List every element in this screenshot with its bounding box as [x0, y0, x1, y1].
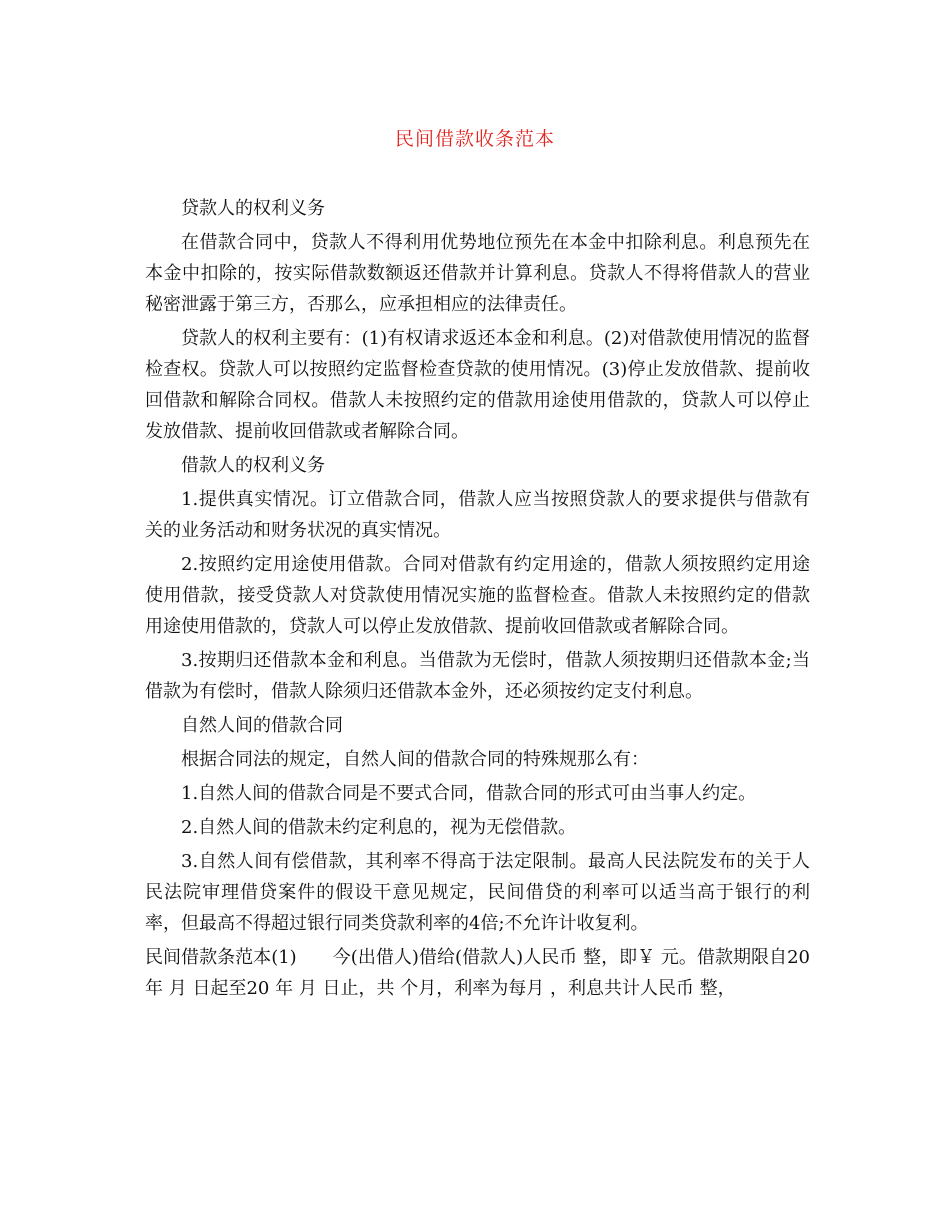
paragraph-lender-rights-list: 贷款人的权利主要有：(1)有权请求返还本金和利息。(2)对借款使用情况的监督检查权。贷款人可以按照约定监督检查贷款的使用情况。(3)停止发放借款、提前收回借款和解除合同权。借款人未按照约定的借款用途使用借款的，贷款人可以停止发放借款、提前收回借款或者解除合同。 — [145, 328, 810, 442]
heading-natural-person-contract: 自然人间的借款合同 — [181, 715, 343, 736]
heading-borrower-rights: 借款人的权利义务 — [181, 455, 325, 476]
paragraph-borrower-item-1: 1.提供真实情况。订立借款合同，借款人应当按照贷款人的要求提供与借款有关的业务活动和财务状况的真实情况。 — [145, 489, 810, 541]
paragraph-borrower-item-2: 2.按照约定用途使用借款。合同对借款有约定用途的，借款人须按照约定用途使用借款，接受贷款人对贷款使用情况实施的监督检查。借款人未按照约定的借款用途使用借款的，贷款人可以停止发放借款、提前收回借款或者解除合同。 — [145, 554, 810, 637]
paragraph-contract-law-intro: 根据合同法的规定，自然人间的借款合同的特殊规那么有： — [181, 749, 649, 770]
paragraph-borrower-item-3: 3.按期归还借款本金和利息。当借款为无偿时，借款人须按期归还借款本金;当借款为有偿时，借款人除须归还借款本金外，还必须按约定支付利息。 — [145, 650, 810, 702]
paragraph-lender-interest: 在借款合同中，贷款人不得利用优势地位预先在本金中扣除利息。利息预先在本金中扣除的，按实际借款数额返还借款并计算利息。贷款人不得将借款人的营业秘密泄露于第三方，否那么，应承担相应的法律责任。 — [145, 232, 810, 315]
paragraph-contract-item-1: 1.自然人间的借款合同是不要式合同，借款合同的形式可由当事人约定。 — [181, 783, 757, 804]
document-title: 民间借款收条范本 — [394, 128, 555, 150]
paragraph-contract-item-2: 2.自然人间的借款未约定利息的，视为无偿借款。 — [181, 817, 577, 838]
document-body — [145, 193, 810, 1007]
heading-lender-rights: 贷款人的权利义务 — [181, 198, 325, 219]
paragraph-contract-item-3: 3.自然人间有偿借款，其利率不得高于法定限制。最高人民法院发布的关于人民法院审理借贷案件的假设干意见规定，民间借贷的利率可以适当高于银行的利率，但最高不得超过银行同类贷款利率的4倍;不允许计收复利。 — [145, 851, 810, 934]
paragraph-loan-note-template: 民间借款条范本(1) 今(出借人)借给(借款人)人民币 整，即￥ 元。借款期限自20 年 月 日起至20 年 月 日止，共 个月，利率为每月 ，利息共计人民币 整， — [145, 947, 810, 999]
